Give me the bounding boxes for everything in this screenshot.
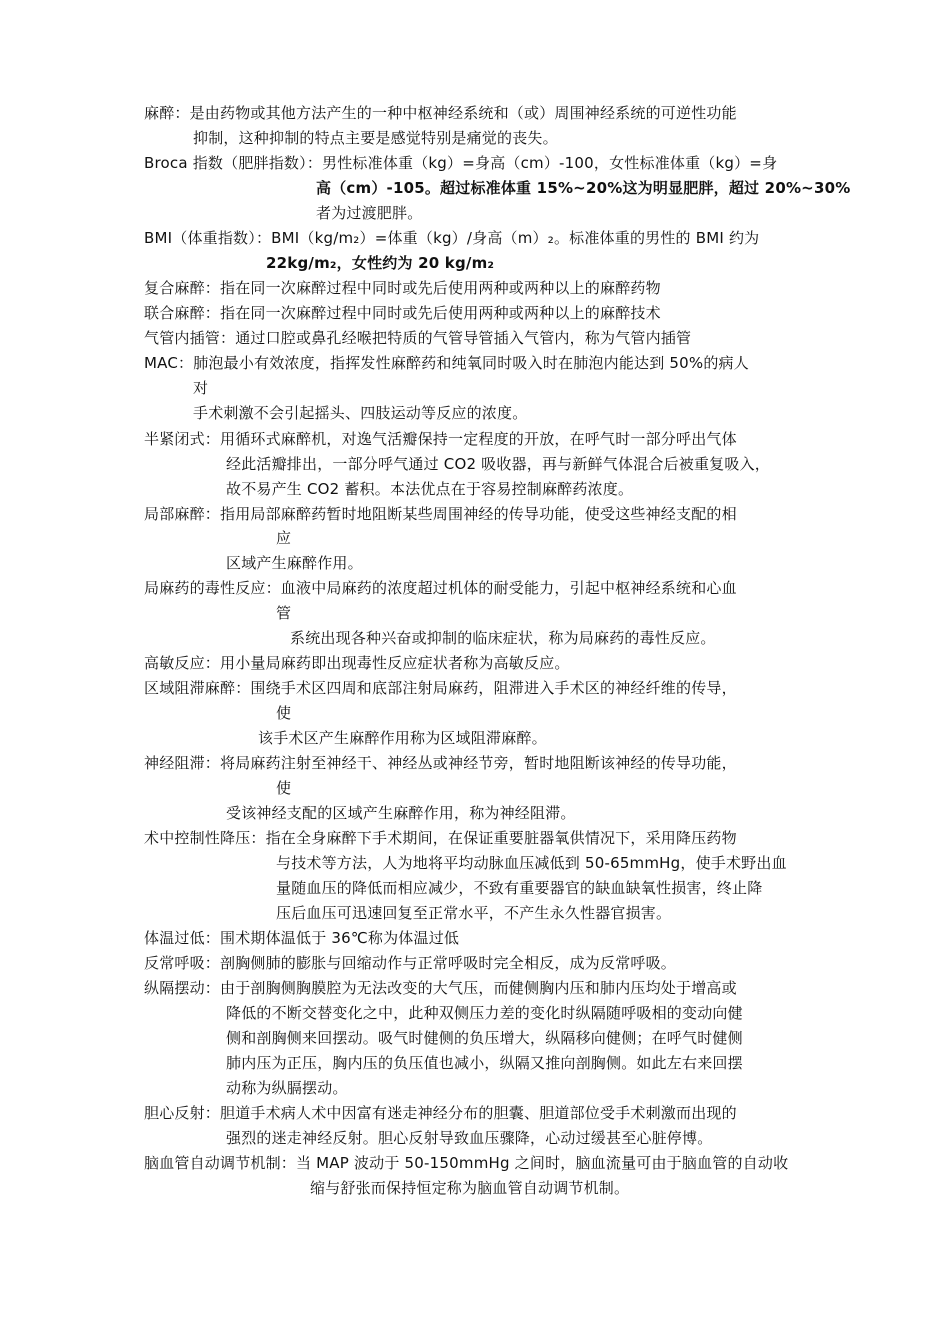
text-line: 者为过渡肥胖。 xyxy=(316,204,423,222)
text-line: MAC：肺泡最小有效浓度，指挥发性麻醉药和纯氧同时吸入时在肺泡内能达到 50%的病人 xyxy=(144,354,749,372)
text-line: 缩与舒张而保持恒定称为脑血管自动调节机制。 xyxy=(310,1179,630,1197)
text-line: 量随血压的降低而相应减少，不致有重要器官的缺血缺氧性损害，终止降 xyxy=(276,879,763,897)
text-line: 麻醉：是由药物或其他方法产生的一种中枢神经系统和（或）周围神经系统的可逆性功能 xyxy=(144,104,737,122)
text-line: 高敏反应：用小量局麻药即出现毒性反应症状者称为高敏反应。 xyxy=(144,654,570,672)
text-line: 肺内压为正压，胸内压的负压值也减小，纵隔又推向剖胸侧。如此左右来回摆 xyxy=(226,1054,743,1072)
text-line: 使 xyxy=(276,704,292,722)
text-line: 高（cm）-105。超过标准体重 15%~20%这为明显肥胖，超过 20%~30% xyxy=(316,179,851,197)
text-line: 应 xyxy=(276,529,292,547)
text-line: 反常呼吸：剖胸侧肺的膨胀与回缩动作与正常呼吸时完全相反，成为反常呼吸。 xyxy=(144,954,677,972)
text-line: BMI（体重指数）：BMI（kg/m₂）=体重（kg）/身高（m）₂。标准体重的男性的 BMI 约为 xyxy=(144,229,760,247)
text-line: 强烈的迷走神经反射。胆心反射导致血压骤降，心动过缓甚至心脏停博。 xyxy=(226,1129,713,1147)
text-line: 气管内插管：通过口腔或鼻孔经喉把特质的气管导管插入气管内，称为气管内插管 xyxy=(144,329,692,347)
text-line: 降低的不断交替变化之中，此种双侧压力差的变化时纵隔随呼吸相的变动向健 xyxy=(226,1004,743,1022)
text-line: 受该神经支配的区域产生麻醉作用，称为神经阻滞。 xyxy=(226,804,576,822)
text-line: 纵隔摆动：由于剖胸侧胸膜腔为无法改变的大气压，而健侧胸内压和肺内压均处于增高或 xyxy=(144,979,737,997)
text-line: 局麻药的毒性反应：血液中局麻药的浓度超过机体的耐受能力，引起中枢神经系统和心血 xyxy=(144,579,737,597)
text-line: 区域产生麻醉作用。 xyxy=(226,554,363,572)
text-line: 术中控制性降压：指在全身麻醉下手术期间，在保证重要脏器氧供情况下，采用降压药物 xyxy=(144,829,737,847)
text-line: 局部麻醉：指用局部麻醉药暂时地阻断某些周围神经的传导功能，使受这些神经支配的相 xyxy=(144,505,737,523)
text-line: Broca 指数（肥胖指数）：男性标准体重（kg）=身高（cm）-100，女性标准体重（kg）=身 xyxy=(144,154,778,172)
text-line: 抑制，这种抑制的特点主要是感觉特别是痛觉的丧失。 xyxy=(193,129,558,147)
text-line: 手术刺激不会引起摇头、四肢运动等反应的浓度。 xyxy=(193,404,528,422)
text-line: 体温过低：围术期体温低于 36℃称为体温过低 xyxy=(144,929,460,947)
text-line: 管 xyxy=(276,604,292,622)
text-line: 侧和剖胸侧来回摆动。吸气时健侧的负压增大，纵隔移向健侧；在呼气时健侧 xyxy=(226,1029,743,1047)
text-line: 使 xyxy=(276,779,292,797)
text-line: 该手术区产生麻醉作用称为区域阻滞麻醉。 xyxy=(258,729,547,747)
text-line: 压后血压可迅速回复至正常水平，不产生永久性器官损害。 xyxy=(276,904,672,922)
text-line: 22kg/m₂，女性约为 20 kg/m₂ xyxy=(266,254,495,272)
text-line: 区域阻滞麻醉：围绕手术区四周和底部注射局麻药，阻滞进入手术区的神经纤维的传导， xyxy=(144,679,737,697)
text-line: 系统出现各种兴奋或抑制的临床症状，称为局麻药的毒性反应。 xyxy=(290,629,716,647)
text-line: 动称为纵膈摆动。 xyxy=(226,1079,348,1097)
text-line: 神经阻滞：将局麻药注射至神经干、神经丛或神经节旁，暂时地阻断该神经的传导功能， xyxy=(144,754,737,772)
text-line: 联合麻醉：指在同一次麻醉过程中同时或先后使用两种或两种以上的麻醉技术 xyxy=(144,304,661,322)
text-line: 半紧闭式：用循环式麻醉机，对逸气活瓣保持一定程度的开放，在呼气时一部分呼出气体 xyxy=(144,430,737,448)
text-line: 与技术等方法，人为地将平均动脉血压减低到 50-65mmHg，使手术野出血 xyxy=(276,854,787,872)
text-line: 脑血管自动调节机制：当 MAP 波动于 50-150mmHg 之间时，脑血流量可由于脑血管的自动收 xyxy=(144,1154,789,1172)
text-line: 经此活瓣排出，一部分呼气通过 CO2 吸收器，再与新鲜气体混合后被重复吸入， xyxy=(226,455,770,473)
text-line: 对 xyxy=(193,379,209,397)
text-line: 故不易产生 CO2 蓄积。本法优点在于容易控制麻醉药浓度。 xyxy=(226,480,634,498)
text-line: 胆心反射：胆道手术病人术中因富有迷走神经分布的胆囊、胆道部位受手术刺激而出现的 xyxy=(144,1104,737,1122)
text-line: 复合麻醉：指在同一次麻醉过程中同时或先后使用两种或两种以上的麻醉药物 xyxy=(144,279,661,297)
